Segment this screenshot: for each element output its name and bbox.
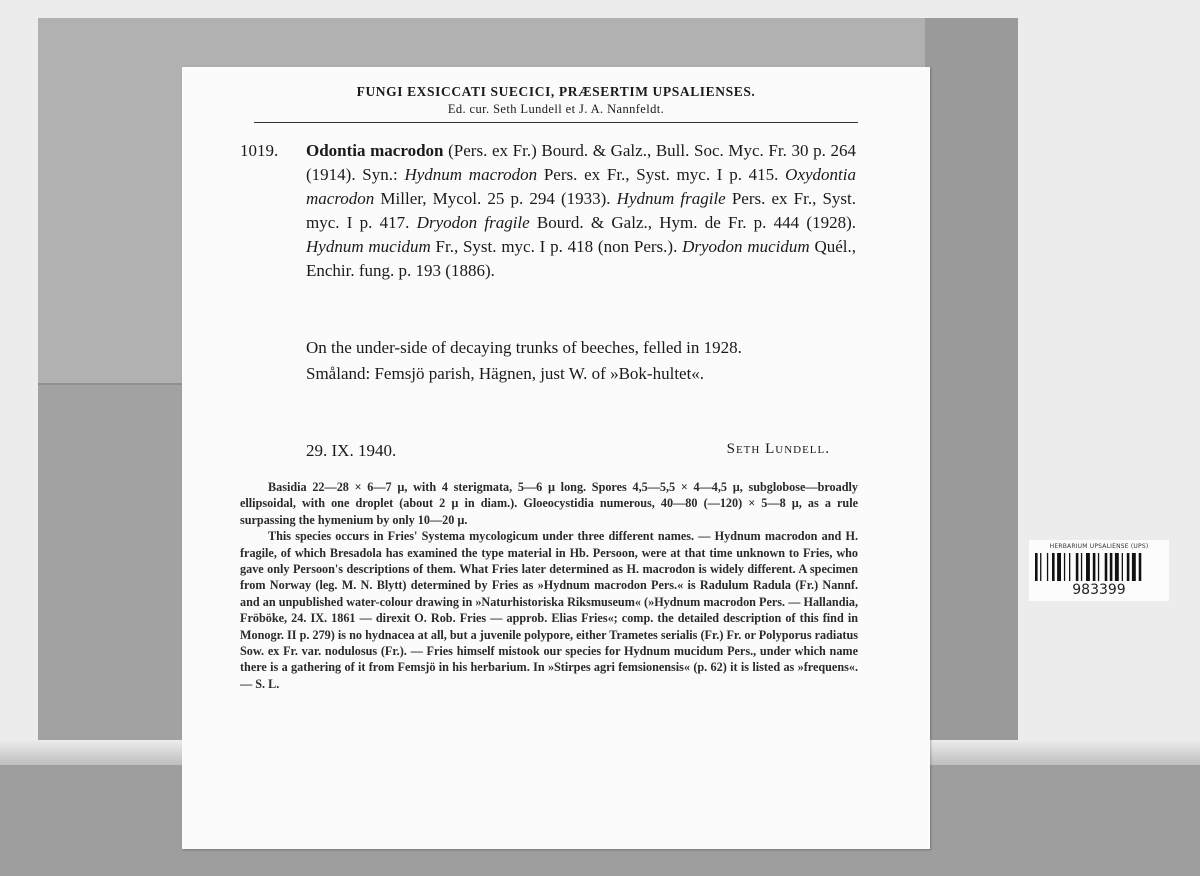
synonym-citation: Bourd. & Galz., Hym. de Fr. p. 444 (1928). <box>529 213 856 232</box>
notes-paragraph-nomenclature: This species occurs in Fries' Systema mycologicum under three different names. — Hydnum macrodon and H. fragile, of which Bresadola has examined the type material in Hb. Persoon, were at that time unknown to Fries, who gave only Persoon's descriptions of them. What Fries later determined as H. macrodon is widely different. A specimen from Norway (leg. M. N. Blytt) determined by Fries as »Hydnum macrodon Pers.« is Radulum Radula (Fr.) Nannf. and an unpublished water-colour drawing in »Naturhistoriska Riksmuseum« (»Hydnum macrodon Pers. — Hallandia, Fröböke, 24. IX. 1861 — direxit O. Rob. Fries — approb. Elias Fries«; comp. the detailed description of this find in Monogr. II p. 279) is no hydnacea at all, but a juvenile polypore, either Trametes serialis (Fr.) Fr. or Polyporus radiatus Sow. ex Fr. var. nodulosus (Fr.). — Fries himself mistook our species for Hydnum mucidum Pers., under which name there is a gathering of it from Femsjö in his herbarium. In »Stirpes agri femsionensis« (p. 62) it is listed as »frequens«. — S. L. <box>240 529 858 691</box>
barcode-bar <box>1122 553 1123 581</box>
synonym-citation: Fr., Syst. myc. I p. 418 (non Pers.). <box>430 237 683 256</box>
barcode-bar <box>1127 553 1130 581</box>
synonym-name: Dryodon mucidum <box>682 237 810 256</box>
barcode-bar <box>1052 553 1055 581</box>
barcode-bar <box>1098 553 1099 581</box>
citation-text: (Pers. ex Fr.) Bourd. & Galz., Bull. Soc. Myc. Fr. 30 p. 264 (1914). Syn.: <box>306 141 857 184</box>
barcode-bar <box>1081 553 1082 581</box>
synonym-name: Hydnum macrodon <box>404 165 538 184</box>
barcode-bar <box>1069 553 1070 581</box>
exsiccata-number: 1019. <box>240 141 279 160</box>
synonym-name: Hydnum mucidum <box>306 237 431 256</box>
barcode-sticker <box>1029 540 1169 601</box>
barcode-bar <box>1057 553 1061 581</box>
barcode-bar <box>1076 553 1079 581</box>
taxon-name: Odontia macrodon <box>306 141 444 160</box>
barcode-bar <box>1035 553 1038 581</box>
habitat-text: On the under-side of decaying trunks of beeches, felled in 1928. <box>306 338 742 357</box>
barcode-bar <box>1086 553 1090 581</box>
series-editors: Ed. cur. Seth Lundell et J. A. Nannfeldt. <box>447 102 665 116</box>
barcode-bar <box>1093 553 1096 581</box>
barcode-bar <box>1047 553 1048 581</box>
barcode-bar <box>1115 553 1119 581</box>
synonym-citation: Quél., Enchir. fung. p. 193 (1886). <box>306 237 857 280</box>
synonym-name: Hydnum fragile <box>616 189 726 208</box>
synonym-citation: Pers. ex Fr., Syst. myc. I p. 415. <box>537 165 786 184</box>
synonym-citation: Miller, Mycol. 25 p. 294 (1933). <box>374 189 617 208</box>
series-title: FUNGI EXSICCATI SUECICI, PRÆSERTIM UPSALIENSES. <box>356 84 756 99</box>
collector-name: Seth Lundell. <box>726 441 830 457</box>
barcode-bar <box>1132 553 1136 581</box>
barcode-bar <box>1064 553 1065 581</box>
header-rule <box>254 122 858 123</box>
locality-text: Småland: Femsjö parish, Hägnen, just W. of »Bok-hultet«. <box>306 364 705 383</box>
notes-paragraph-microscopy: Basidia 22—28 × 6—7 µ, with 4 sterigmata, 5—6 µ long. Spores 4,5—5,5 × 4—4,5 µ, subglobose—broadly ellipsoidal, with one droplet (about 2 µ in diam.). Gloeocystidia numerous, 40—80 (—120) × 5—8 µ, as a rule surpassing the hymenium by only 10—20 µ. <box>240 480 858 527</box>
barcode-bar <box>1110 553 1113 581</box>
synonym-citation: Pers. ex Fr., Syst. myc. I p. 417. <box>306 189 857 232</box>
taxon-citation <box>306 139 856 283</box>
taxonomic-notes <box>240 479 858 692</box>
catalog-number: 983399 <box>1072 582 1126 598</box>
barcode-bar <box>1040 553 1041 581</box>
barcode-graphic <box>1035 553 1163 581</box>
synonym-name: Dryodon fragile <box>416 213 530 232</box>
barcode-bar <box>1139 553 1142 581</box>
habitat-block <box>306 337 856 385</box>
synonym-name: Oxydontia macrodon <box>306 165 856 208</box>
collection-date: 29. IX. 1940. <box>306 441 397 460</box>
barcode-bar <box>1105 553 1108 581</box>
specimen-label <box>182 67 930 849</box>
folder-edge <box>925 18 1018 740</box>
sticker-caption: HERBARIUM UPSALIENSE (UPS) <box>1049 543 1149 550</box>
